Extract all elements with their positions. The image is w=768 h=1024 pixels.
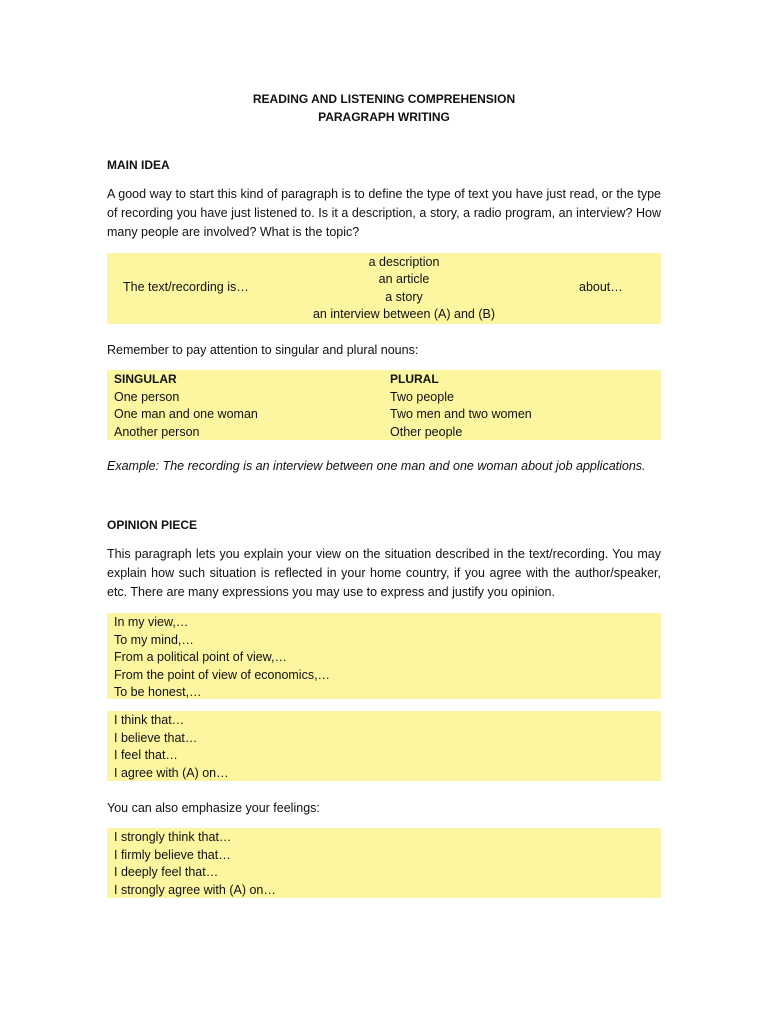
plural-item: Other people — [390, 424, 463, 439]
expression-item: To be honest,… — [114, 685, 202, 699]
expression-item: I think that… — [114, 713, 185, 727]
expression-item: I feel that… — [114, 748, 178, 762]
plural-item: Two people — [390, 389, 454, 404]
main-idea-intro: A good way to start this kind of paragraph is to define the type of text you have just read, or the type of recording you have just listened to. Is it a description, a story, a radio program, an interview? How many people are involved? What is the topic? — [107, 187, 661, 239]
expression-item: I agree with (A) on… — [114, 765, 229, 780]
singular-item: One man and one woman — [114, 407, 258, 421]
singular-plural-reminder: Remember to pay attention to singular and plural nouns: — [107, 343, 419, 357]
opinion-expressions-box — [107, 613, 661, 699]
expression-item: I strongly agree with (A) on… — [114, 882, 276, 897]
expression-item: I strongly think that… — [114, 830, 232, 844]
singular-column — [114, 371, 258, 441]
text-type-option: an interview between (A) and (B) — [312, 306, 496, 321]
emphasis-expressions-box — [107, 828, 661, 898]
plural-item: Two men and two women — [390, 407, 532, 421]
belief-expressions-box — [107, 711, 661, 781]
expression-item: I firmly believe that… — [114, 847, 231, 862]
expression-item: In my view,… — [114, 615, 189, 629]
text-recording-table — [107, 253, 661, 324]
plural-header: PLURAL — [390, 372, 439, 386]
text-recording-label: The text/recording is… — [123, 280, 249, 294]
expression-item: I believe that… — [114, 730, 198, 745]
expression-item: To my mind,… — [114, 632, 194, 647]
singular-plural-table — [107, 370, 661, 440]
about-label: about… — [579, 280, 623, 294]
main-idea-heading: MAIN IDEA — [107, 158, 170, 172]
opinion-intro: This paragraph lets you explain your view on the situation described in the text/recording. You may explain how such situation is reflected in your home country, if you agree with the author/speaker, etc. There are many expressions you may use to express and justify you opinion. — [107, 547, 661, 599]
singular-header: SINGULAR — [114, 372, 177, 386]
text-type-options — [257, 254, 551, 323]
text-type-option: a description — [368, 255, 440, 269]
expression-item: I deeply feel that… — [114, 865, 219, 879]
text-type-option: an article — [378, 272, 430, 287]
expression-item: From a political point of view,… — [114, 650, 287, 664]
document-subtitle: PARAGRAPH WRITING — [318, 110, 450, 124]
example-sentence: Example: The recording is an interview between one man and one woman about job applications. — [107, 459, 646, 473]
opinion-piece-heading: OPINION PIECE — [107, 518, 198, 532]
singular-item: Another person — [114, 424, 200, 439]
expression-item: From the point of view of economics,… — [114, 667, 331, 682]
emphasize-intro: You can also emphasize your feelings: — [107, 801, 320, 815]
plural-column — [390, 371, 532, 441]
text-type-option: a story — [385, 289, 423, 304]
document-title: READING AND LISTENING COMPREHENSION — [252, 92, 516, 106]
singular-item: One person — [114, 389, 180, 404]
